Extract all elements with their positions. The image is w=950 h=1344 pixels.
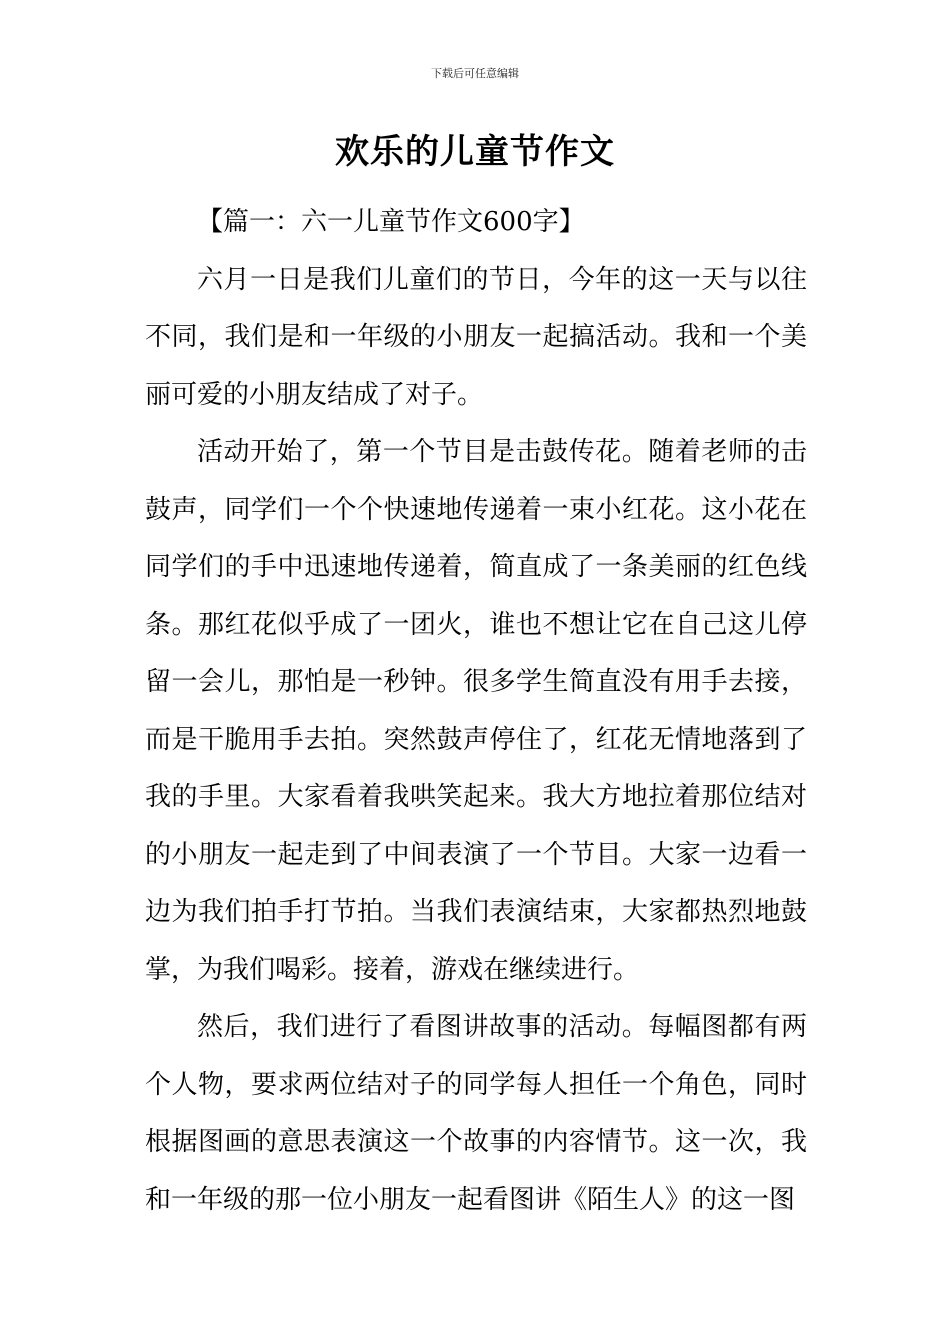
document-body <box>145 194 807 1229</box>
paragraph-2: 活动开始了，第一个节目是击鼓传花。随着老师的击鼓声，同学们一个个快速地传递着一束小红花。这小花在同学们的手中迅速地传递着，简直成了一条美丽的红色线条。那红花似乎成了一团火，谁也不想让它在自己这儿停留一会儿，那怕是一秒钟。很多学生简直没有用手去接，而是干脆用手去拍。突然鼓声停住了，红花无情地落到了我的手里。大家看着我哄笑起来。我大方地拉着那位结对的小朋友一起走到了中间表演了一个节目。大家一边看一边为我们拍手打节拍。当我们表演结束，大家都热烈地鼓掌，为我们喝彩。接着，游戏在继续进行。 <box>145 437 807 985</box>
paragraph-1: 六月一日是我们儿童们的节日，今年的这一天与以往不同，我们是和一年级的小朋友一起搞活动。我和一个美丽可爱的小朋友结成了对子。 <box>145 264 807 410</box>
paragraph-3: 然后，我们进行了看图讲故事的活动。每幅图都有两个人物，要求两位结对子的同学每人担任一个角色，同时根据图画的意思表演这一个故事的内容情节。这一次，我和一年级的那一位小朋友一起看图讲《陌生人》的这一图 <box>145 1012 807 1215</box>
section-heading: 【篇一：六一儿童节作文600字】 <box>197 207 585 237</box>
document-title: 欢乐的儿童节作文 <box>335 132 615 172</box>
header-note: 下载后可任意编辑 <box>431 67 519 80</box>
